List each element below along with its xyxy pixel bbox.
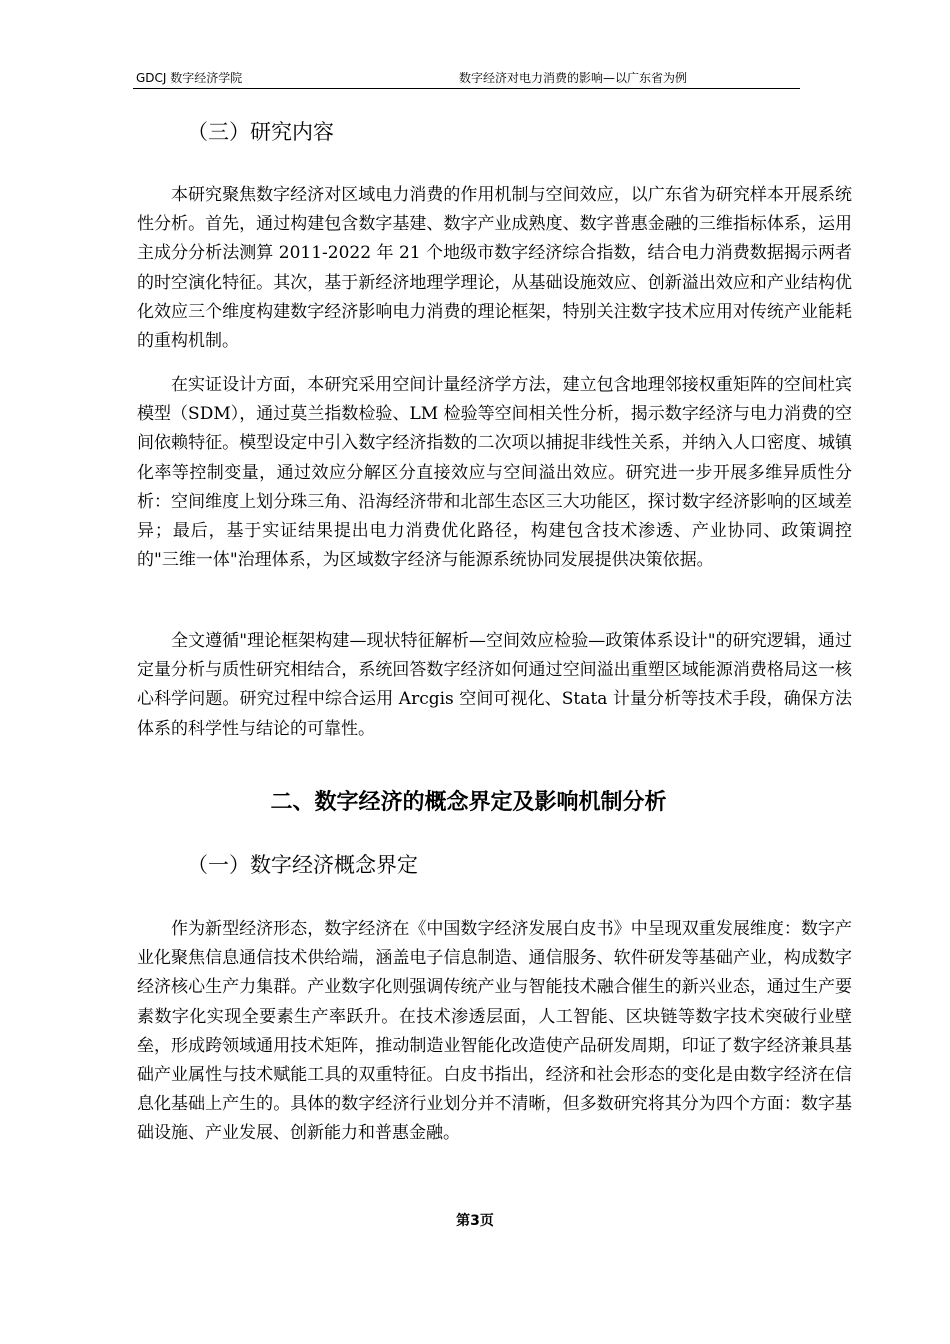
- paragraph: 作为新型经济形态，数字经济在《中国数字经济发展白皮书》中呈现双重发展维度：数字产业化聚焦信息通信技术供给端，涵盖电子信息制造、通信服务、软件研发等基础产业，构成数字经济核心生产力集群。产业数字化则强调传统产业与智能技术融合催生的新兴业态，通过生产要素数字化实现全要素生产率跃升。在技术渗透层面，人工智能、区块链等数字技术突破行业壁垒，形成跨领域通用技术矩阵，推动制造业智能化改造使产品研发周期，印证了数字经济兼具基础产业属性与技术赋能工具的双重特征。白皮书指出，经济和社会形态的变化是由数字经济在信息化基础上产生的。具体的数字经济行业划分并不清晰，但多数研究将其分为四个方面：数字基础设施、产业发展、创新能力和普惠金融。: [137, 919, 852, 1144]
- chapter-heading: 二、数字经济的概念界定及影响机制分析: [270, 790, 667, 815]
- paragraph: 全文遵循"理论框架构建—现状特征解析—空间效应检验—政策体系设计"的研究逻辑，通过定量分析与质性研究相结合，系统回答数字经济如何通过空间溢出重塑区域能源消费格局这一核心科学问题。研究过程中综合运用 Arcgis 空间可视化、Stata 计量分析等技术手段，确保方法体系的科学性与结论的可靠性。: [137, 631, 852, 739]
- page-header: [133, 70, 800, 89]
- page-number: 第3页: [456, 1213, 494, 1229]
- section-heading-concept-definition: （一）数字经济概念界定: [187, 853, 418, 877]
- paragraph: 在实证设计方面，本研究采用空间计量经济学方法，建立包含地理邻接权重矩阵的空间杜宾模型（SDM），通过莫兰指数检验、LM 检验等空间相关性分析，揭示数字经济与电力消费的空间依赖特征。模型设定中引入数字经济指数的二次项以捕捉非线性关系，并纳入人口密度、城镇化率等控制变量，通过效应分解区分直接效应与空间溢出效应。研究进一步开展多维异质性分析：空间维度上划分珠三角、沿海经济带和北部生态区三大功能区，探讨数字经济影响的区域差异；最后，基于实证结果提出电力消费优化路径，构建包含技术渗透、产业协同、政策调控的"三维一体"治理体系，为区域数字经济与能源系统协同发展提供决策依据。: [137, 375, 852, 571]
- header-document-title: 数字经济对电力消费的影响—以广东省为例: [459, 71, 688, 85]
- section-heading-research-content: （三）研究内容: [187, 120, 334, 144]
- header-institution: GDCJ 数字经济学院: [136, 71, 243, 85]
- paragraph: 本研究聚焦数字经济对区域电力消费的作用机制与空间效应，以广东省为研究样本开展系统性分析。首先，通过构建包含数字基建、数字产业成熟度、数字普惠金融的三维指标体系，运用主成分分析法测算 2011-2022 年 21 个地级市数字经济综合指数，结合电力消费数据揭示两者的时空演化特征。其次，基于新经济地理学理论，从基础设施效应、创新溢出效应和产业结构优化效应三个维度构建数字经济影响电力消费的理论框架，特别关注数字技术应用对传统产业能耗的重构机制。: [137, 185, 852, 352]
